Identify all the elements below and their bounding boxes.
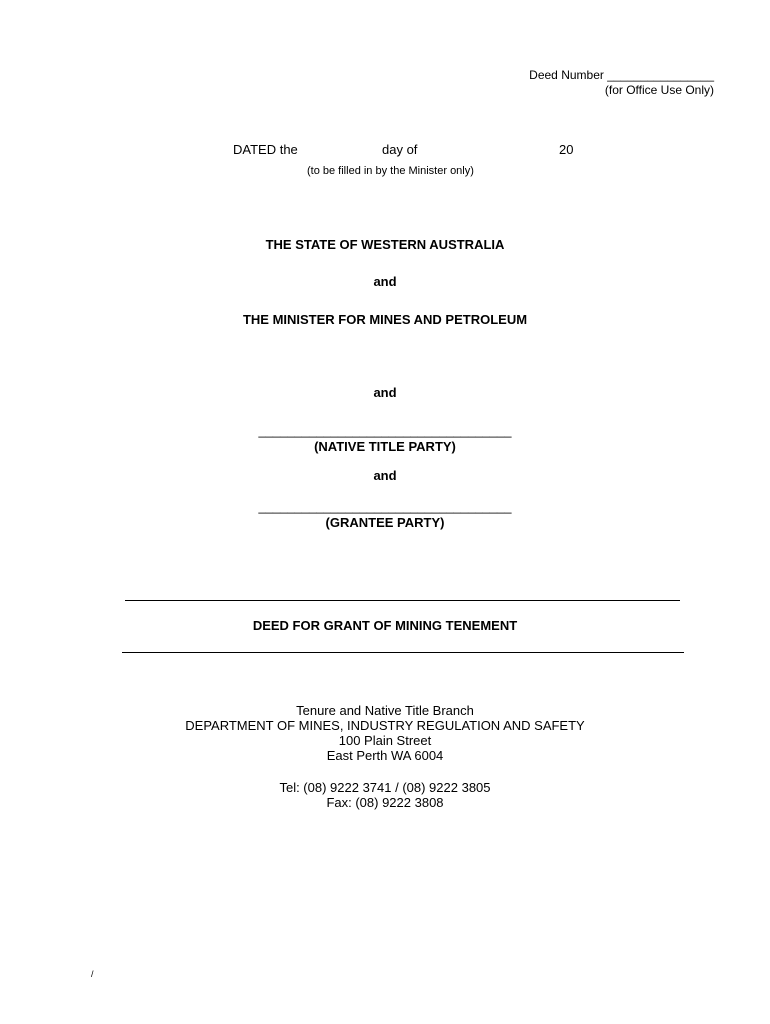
department-name: DEPARTMENT OF MINES, INDUSTRY REGULATION AND SAFETY <box>185 718 585 733</box>
year-prefix: 20 <box>559 142 574 157</box>
deed-number-label: Deed Number ________________ <box>529 68 714 82</box>
branch-name: Tenure and Native Title Branch <box>296 703 474 718</box>
telephone: Tel: (08) 9222 3741 / (08) 9222 3805 <box>279 780 491 795</box>
deed-title: DEED FOR GRANT OF MINING TENEMENT <box>252 618 518 633</box>
and-separator-1: and <box>373 274 397 289</box>
footer-mark: / <box>91 969 94 979</box>
title-bottom-rule <box>122 652 684 653</box>
and-separator-2: and <box>373 385 397 400</box>
native-title-blank-line: ___________________________________ <box>258 423 512 438</box>
day-of-label: day of <box>382 142 418 157</box>
grantee-party-label: (GRANTEE PARTY) <box>325 515 445 530</box>
fax: Fax: (08) 9222 3808 <box>326 795 444 810</box>
dated-the-label: DATED the <box>233 142 298 157</box>
native-title-party-label: (NATIVE TITLE PARTY) <box>314 439 456 454</box>
grantee-blank-line: ___________________________________ <box>258 499 512 514</box>
street-address: 100 Plain Street <box>338 733 432 748</box>
dated-note: (to be filled in by the Minister only) <box>307 165 474 177</box>
title-top-rule <box>125 600 680 601</box>
office-use-note: (for Office Use Only) <box>604 83 714 97</box>
city-address: East Perth WA 6004 <box>326 748 444 763</box>
and-separator-3: and <box>373 468 397 483</box>
state-party: THE STATE OF WESTERN AUSTRALIA <box>265 237 505 252</box>
minister-party: THE MINISTER FOR MINES AND PETROLEUM <box>242 312 528 327</box>
